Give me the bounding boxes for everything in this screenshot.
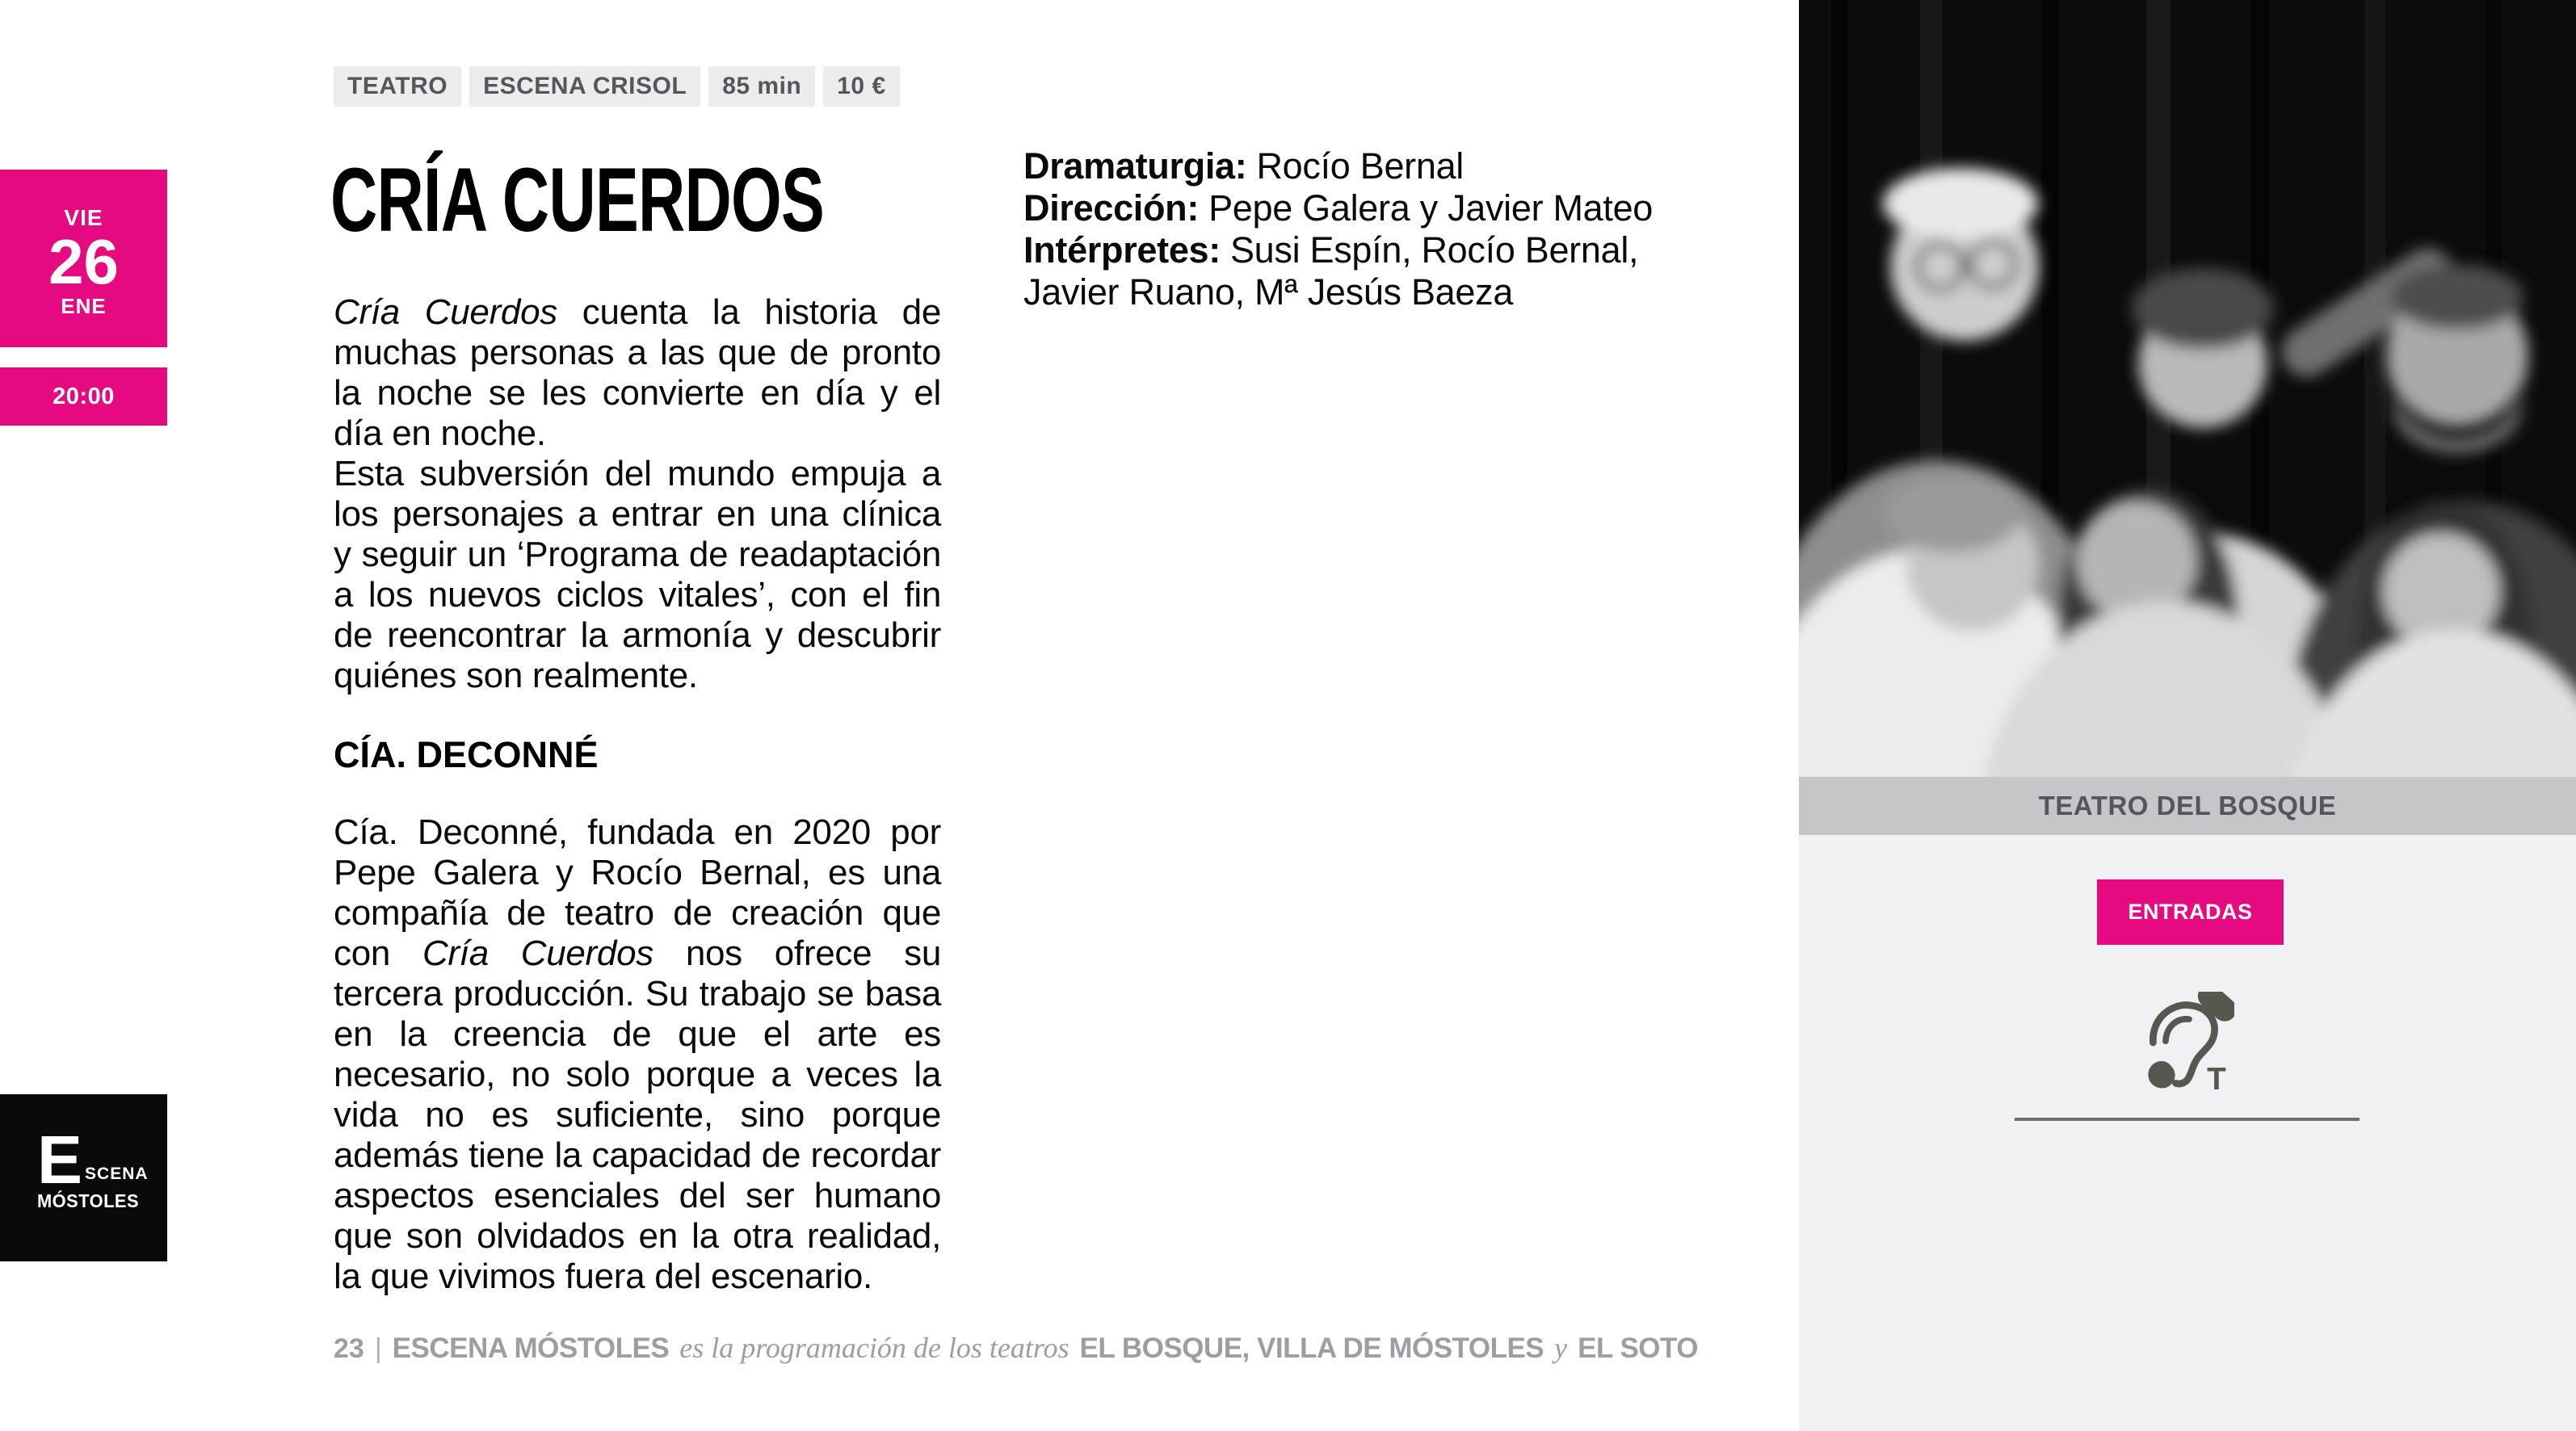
t-coil-letter: T <box>2207 1062 2226 1097</box>
footer-script-2: y <box>1554 1332 1568 1364</box>
hearing-loop-icon <box>2141 992 2234 1097</box>
footer-theaters-1: EL BOSQUE, VILLA DE MÓSTOLES <box>1079 1332 1544 1364</box>
page-footer <box>334 1331 1698 1365</box>
credit-value: Rocío Bernal <box>1256 145 1464 187</box>
paragraph-text: nos ofrece su tercera producción. Su trabajo se basa en la creencia de que el arte es necesario, no solo porque a veces la vida no es suficiente, sino porque además tiene la capacidad de recordar aspectos esenciales del ser humano que son olvidados en la otra realidad, la que vivimos fuera del escenario. <box>334 934 941 1296</box>
footer-script-1: es la programación de los teatros <box>679 1332 1069 1364</box>
event-tags <box>334 66 900 107</box>
tag-category: TEATRO <box>334 66 461 107</box>
event-description <box>334 292 941 1297</box>
event-date-badge <box>0 170 167 347</box>
credit-value: Pepe Galera y Javier Mateo <box>1208 187 1654 229</box>
event-title: CRÍA CUERDOS <box>330 149 825 250</box>
logo-text <box>37 1122 149 1212</box>
description-paragraph-1 <box>334 292 941 454</box>
credit-direccion <box>1023 187 1686 229</box>
page-number: 23 <box>334 1333 364 1364</box>
tag-program: ESCENA CRISOL <box>469 66 700 107</box>
show-name-italic: Cría Cuerdos <box>334 292 557 332</box>
escena-mostoles-logo <box>0 1094 167 1261</box>
tag-price: 10 € <box>823 66 899 107</box>
event-time-badge: 20:00 <box>0 367 167 426</box>
description-paragraph-3 <box>334 812 941 1297</box>
credit-value: Susi Espín, Rocío Bernal, Javier Ruano, Mª Jesús Baeza <box>1023 229 1639 313</box>
credit-label: Dramaturgia: <box>1023 145 1247 187</box>
logo-word-rest: SCENA <box>85 1165 149 1183</box>
venue-caption: TEATRO DEL BOSQUE <box>1799 777 2576 835</box>
paragraph-text: Cía. Deconné, fundada en 2020 por Pepe Galera y Rocío Bernal, es una compañía de teatro de creación que con <box>334 812 941 973</box>
footer-separator: | <box>374 1333 382 1364</box>
credit-label: Intérpretes: <box>1023 229 1221 271</box>
credit-label: Dirección: <box>1023 187 1200 229</box>
logo-initial: E <box>37 1122 83 1198</box>
logo-city: MÓSTOLES <box>37 1190 140 1211</box>
divider-line <box>2015 1118 2360 1121</box>
show-name-italic: Cría Cuerdos <box>422 934 653 973</box>
footer-theaters-2: EL SOTO <box>1578 1332 1698 1364</box>
company-heading: CÍA. DECONNÉ <box>334 734 599 775</box>
paragraph-text: cuenta la historia de muchas personas a las que de pronto la noche se les convierte en día y el día en noche. <box>334 292 942 453</box>
credit-interpretes <box>1023 229 1686 313</box>
date-month: ENE <box>61 294 107 318</box>
tag-duration: 85 min <box>708 66 815 107</box>
credit-dramaturgia <box>1023 145 1686 187</box>
event-credits <box>1023 145 1686 313</box>
date-weekday: VIE <box>64 205 103 230</box>
tickets-button[interactable]: ENTRADAS <box>2097 879 2284 945</box>
description-paragraph-2: Esta subversión del mundo empuja a los personajes a entrar en una clínica y seguir un ‘Programa de readaptación a los nuevos ciclos vitales’, con el fin de reencontrar la armonía y descubrir quiénes son realmente. <box>334 454 941 695</box>
footer-brand: ESCENA MÓSTOLES <box>392 1332 670 1364</box>
date-day: 26 <box>48 226 119 297</box>
event-photo <box>1799 0 2576 777</box>
